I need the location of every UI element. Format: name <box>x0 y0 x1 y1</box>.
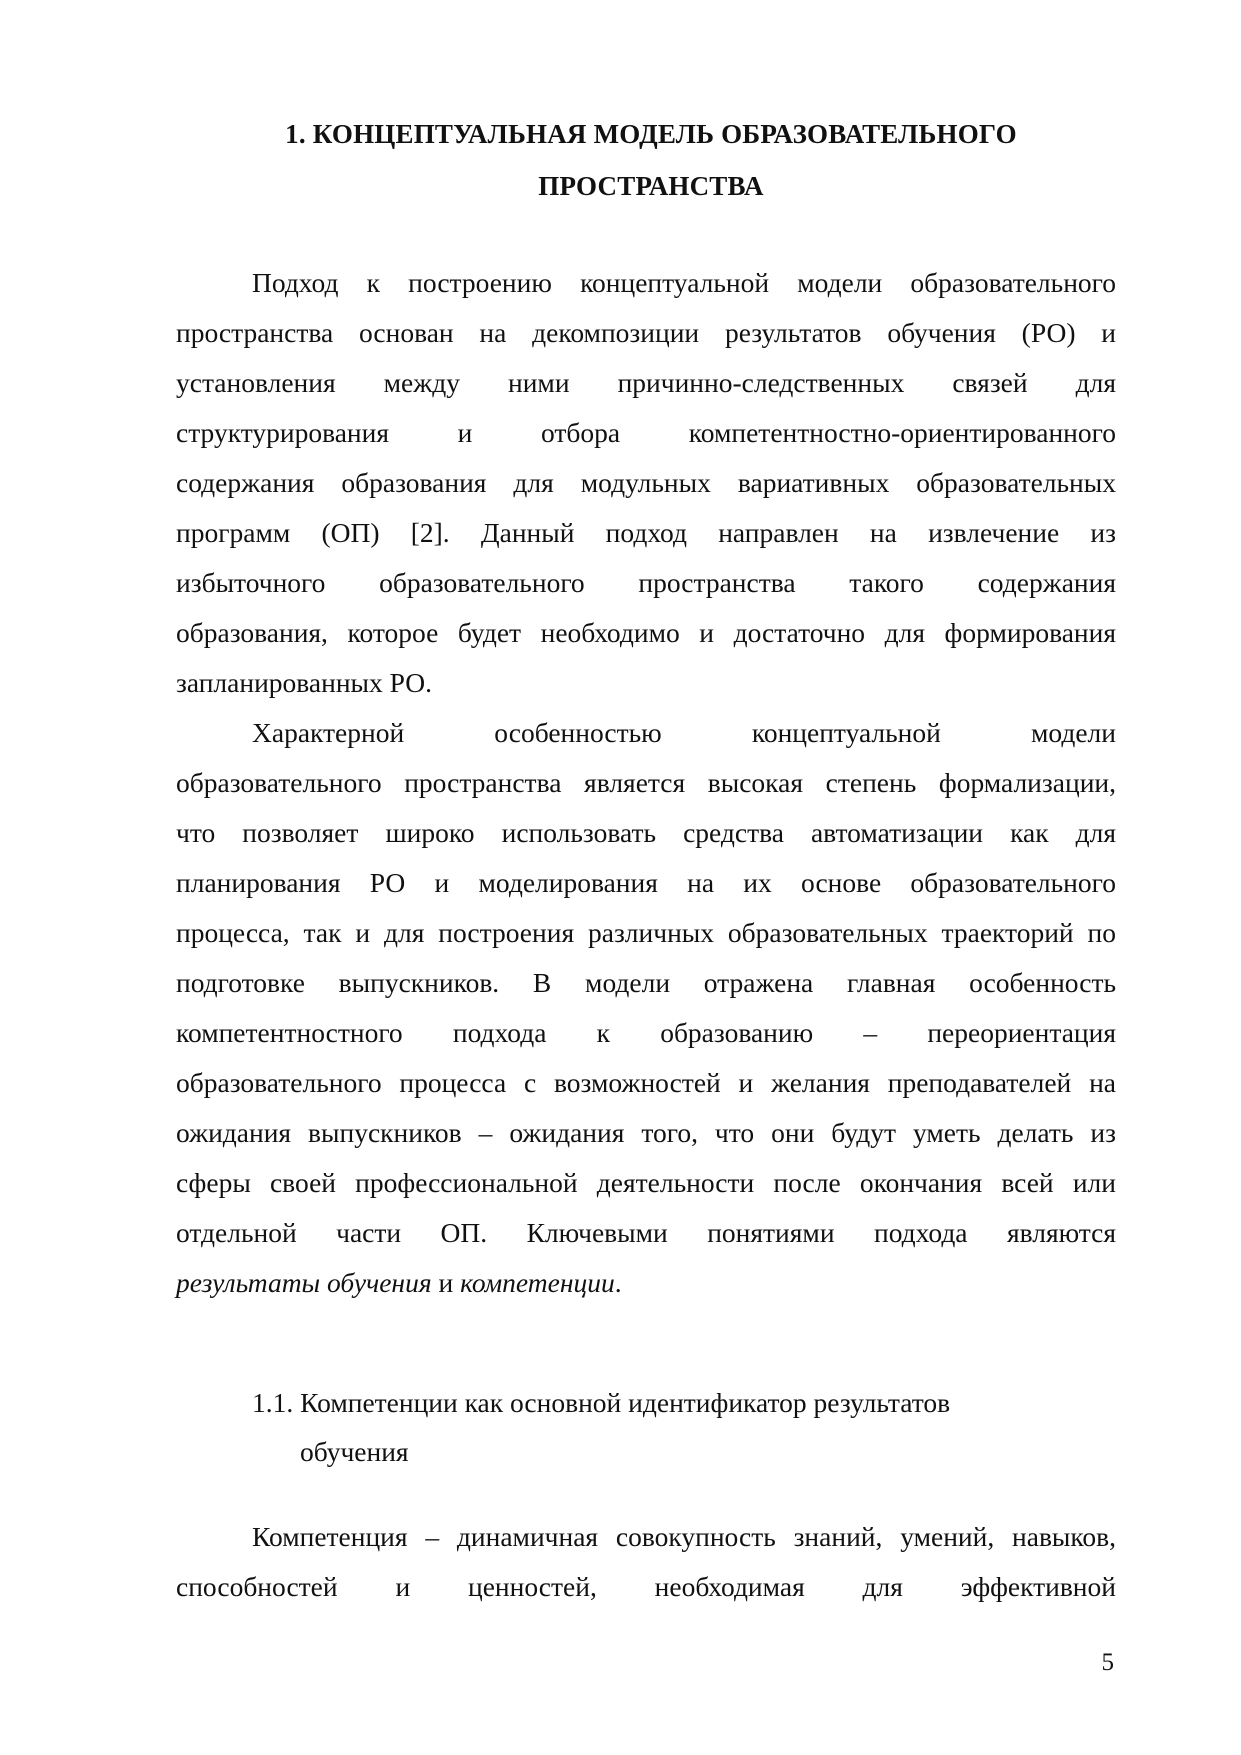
paragraph-1-line: избыточного образовательного пространства такого содержания <box>176 567 1116 598</box>
paragraph-2-line: отдельной части ОП. Ключевыми понятиями подхода являются <box>176 1217 1116 1248</box>
paragraph-2-line: ожидания выпускников – ожидания того, что они будут уметь делать из <box>176 1117 1116 1148</box>
chapter-heading-line-1: 1. КОНЦЕПТУАЛЬНАЯ МОДЕЛЬ ОБРАЗОВАТЕЛЬНОГО <box>285 119 1017 149</box>
conjunction: и <box>431 1267 461 1298</box>
paragraph-1-line: установления между ними причинно-следственных связей для <box>176 367 1116 398</box>
main-body <box>176 258 1116 1308</box>
paragraph-1-line: программ (ОП) [2]. Данный подход направлен на извлечение из <box>176 517 1116 548</box>
paragraph-1 <box>176 258 1116 708</box>
paragraph-2-line: компетентностного подхода к образованию – переориентация <box>176 1017 1116 1048</box>
paragraph-2-line: Характерной особенностью концептуальной модели <box>252 717 1116 748</box>
paragraph-2-line: сферы своей профессиональной деятельности после окончания всей или <box>176 1167 1116 1198</box>
paragraph-2-line: подготовке выпускников. В модели отражена главная особенность <box>176 967 1116 998</box>
section-subheading <box>252 1378 950 1476</box>
italic-term-learning-outcomes: результаты обучения <box>176 1267 432 1298</box>
paragraph-2-line: что позволяет широко использовать средства автоматизации как для <box>176 817 1116 848</box>
paragraph-1-line: содержания образования для модульных вариативных образовательных <box>176 467 1116 498</box>
italic-term-competencies: компетенции <box>460 1267 615 1298</box>
paragraph-2 <box>176 708 1116 1308</box>
chapter-heading-line-2: ПРОСТРАНСТВА <box>538 171 764 201</box>
page-number: 5 <box>1101 1649 1114 1676</box>
paragraph-1-line: структурирования и отбора компетентностно-ориентированного <box>176 417 1116 448</box>
sentence-end: . <box>614 1267 622 1298</box>
paragraph-3-line: способностей и ценностей, необходимая для эффективной <box>176 1571 1116 1602</box>
paragraph-2-line: процесса, так и для построения различных образовательных траекторий по <box>176 917 1116 948</box>
paragraph-2-line: планирования РО и моделирования на их основе образовательного <box>176 867 1116 898</box>
paragraph-1-line: Подход к построению концептуальной модели образовательного <box>252 267 1116 298</box>
paragraph-3-line: Компетенция – динамичная совокупность знаний, умений, навыков, <box>252 1521 1116 1552</box>
section-subheading-line-2: обучения <box>300 1436 409 1467</box>
paragraph-3 <box>176 1512 1116 1612</box>
paragraph-1-line: запланированных РО. <box>176 667 433 698</box>
paragraph-2-line: образовательного пространства является высокая степень формализации, <box>176 767 1116 798</box>
paragraph-1-line: пространства основан на декомпозиции результатов обучения (РО) и <box>176 317 1116 348</box>
chapter-heading <box>176 108 1126 212</box>
paragraph-2-last-line <box>176 1258 1116 1308</box>
paragraph-1-line: образования, которое будет необходимо и достаточно для формирования <box>176 617 1116 648</box>
paragraph-2-line: образовательного процесса с возможностей и желания преподавателей на <box>176 1067 1116 1098</box>
section-subheading-line-1: 1.1. Компетенции как основной идентификатор результатов <box>252 1387 951 1418</box>
